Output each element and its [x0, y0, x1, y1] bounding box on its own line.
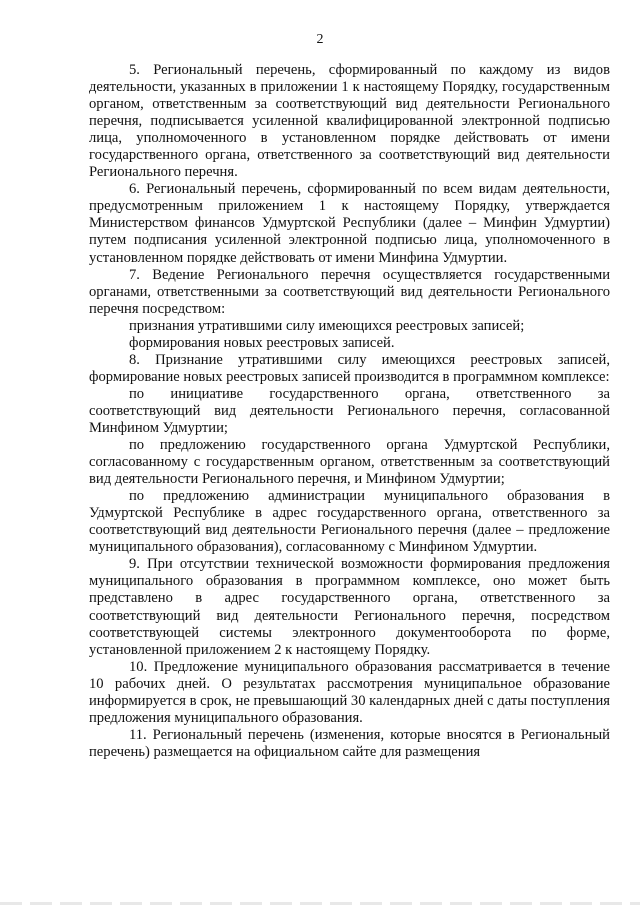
paragraph-11: 11. Региональный перечень (изменения, которые вносятся в Региональный перечень) размещается на официальном сайте для размещения: [89, 726, 610, 760]
list-item-proposal-state-body: по предложению государственного органа Удмуртской Республики, согласованному с государственным органом, ответственным за соответствующий вид деятельности Регионального перечня, и Минфином Удмуртии;: [89, 437, 610, 488]
paragraph-10: 10. Предложение муниципального образования рассматривается в течение 10 рабочих дней. О результатах рассмотрения муниципальное образование информируется в срок, не превышающий 30 календарных дней с даты поступления предложения муниципального образования.: [89, 658, 610, 726]
page-number: 2: [316, 32, 324, 47]
document-body: [89, 62, 610, 761]
paragraph-5: 5. Региональный перечень, сформированный по каждому из видов деятельности, указанных в приложении 1 к настоящему Порядку, государственным органом, ответственным за соответствующий вид деятельности Регионального перечня, подписывается усиленной квалифицированной электронной подписью лица, уполномоченного в установленном порядке действовать от имени государственного органа, ответственного за соответствующий вид деятельности Регионального перечня.: [89, 62, 610, 181]
paragraph-7: 7. Ведение Регионального перечня осуществляется государственными органами, ответственными за соответствующий вид деятельности Регионального перечня посредством:: [89, 266, 610, 317]
list-item-proposal-municipal: по предложению администрации муниципального образования в Удмуртской Республике в адрес государственного органа, ответственного за соответствующий вид деятельности Регионального перечня (далее – предложение муниципального образования), согласованному с Минфином Удмуртии.: [89, 488, 610, 556]
paragraph-9: 9. При отсутствии технической возможности формирования предложения муниципального образования в программном комплексе, оно может быть представлено в адрес государственного органа, ответственного за соответствующий вид деятельности Регионального перечня, посредством соответствующей системы электронного документооборота по форме, установленной приложением 2 к настоящему Порядку.: [89, 556, 610, 658]
paragraph-8: 8. Признание утратившими силу имеющихся реестровых записей, формирование новых реестровых записей производится в программном комплексе:: [89, 351, 610, 385]
list-item-new-records: формирования новых реестровых записей.: [129, 334, 395, 351]
list-item-initiative: по инициативе государственного органа, ответственного за соответствующий вид деятельности Регионального перечня, согласованной Минфином Удмуртии;: [89, 385, 610, 436]
list-item-recognition-invalid: признания утратившими силу имеющихся реестровых записей;: [129, 317, 525, 334]
paragraph-6: 6. Региональный перечень, сформированный по всем видам деятельности, предусмотренным приложением 1 к настоящему Порядку, утверждается Министерством финансов Удмуртской Республики (далее – Минфин Удмуртии) путем подписания усиленной электронной подписью лица, уполномоченного в установленном порядке действовать от имени Минфина Удмуртии.: [89, 181, 610, 266]
